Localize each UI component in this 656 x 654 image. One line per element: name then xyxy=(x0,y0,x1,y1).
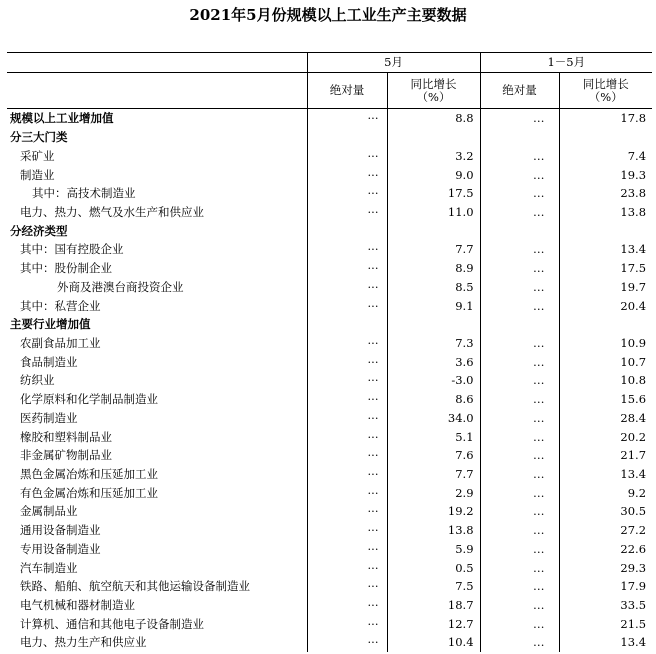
abs-ytd: … xyxy=(480,334,559,353)
abs-may: ··· xyxy=(307,165,387,184)
yoy-ytd: 7.4 xyxy=(559,146,652,165)
abs-may: ··· xyxy=(307,483,387,502)
table-row xyxy=(7,521,652,540)
abs-ytd: … xyxy=(480,277,559,296)
abs-may xyxy=(307,315,387,334)
table-row xyxy=(7,128,652,147)
yoy-may: 7.7 xyxy=(387,465,480,484)
header-row-columns xyxy=(7,73,652,109)
abs-may: ··· xyxy=(307,558,387,577)
row-name: 外商及港澳台商投资企业 xyxy=(57,279,184,294)
page-title: 2021年5月份规模以上工业生产主要数据 xyxy=(189,6,467,24)
abs-ytd: … xyxy=(480,109,559,128)
header-yoy-may xyxy=(387,73,480,109)
row-name: 纺织业 xyxy=(20,373,55,388)
header-row-groups xyxy=(7,53,652,73)
row-name: 其中：股份制企业 xyxy=(20,261,112,276)
row-name: 电力、热力、燃气及水生产和供应业 xyxy=(20,204,204,219)
abs-may: ··· xyxy=(307,633,387,652)
abs-ytd xyxy=(480,315,559,334)
yoy-ytd: 15.6 xyxy=(559,390,652,409)
abs-ytd: … xyxy=(480,184,559,203)
yoy-may xyxy=(387,128,480,147)
yoy-ytd: 21.5 xyxy=(559,614,652,633)
row-name: 规模以上工业增加值 xyxy=(10,111,114,126)
row-name: 化学原料和化学制品制造业 xyxy=(20,392,158,407)
table-row xyxy=(7,633,652,652)
abs-ytd: … xyxy=(480,165,559,184)
row-name: 农副食品加工业 xyxy=(20,335,101,350)
yoy-ytd: 17.9 xyxy=(559,577,652,596)
table-row xyxy=(7,352,652,371)
abs-may: ··· xyxy=(307,277,387,296)
yoy-may: 7.3 xyxy=(387,334,480,353)
table-row xyxy=(7,446,652,465)
abs-may: ··· xyxy=(307,614,387,633)
data-table xyxy=(7,52,652,652)
yoy-may: 0.5 xyxy=(387,558,480,577)
row-name: 有色金属冶炼和压延加工业 xyxy=(20,485,158,500)
table-row xyxy=(7,184,652,203)
abs-may: ··· xyxy=(307,577,387,596)
table-row xyxy=(7,596,652,615)
yoy-may: 12.7 xyxy=(387,614,480,633)
abs-may: ··· xyxy=(307,203,387,222)
row-name: 通用设备制造业 xyxy=(20,523,101,538)
abs-ytd: … xyxy=(480,483,559,502)
table-row xyxy=(7,614,652,633)
abs-ytd: … xyxy=(480,521,559,540)
abs-may: ··· xyxy=(307,146,387,165)
yoy-may: 13.8 xyxy=(387,521,480,540)
abs-ytd: … xyxy=(480,558,559,577)
header-group-may: 5月 xyxy=(307,53,480,73)
abs-may: ··· xyxy=(307,409,387,428)
yoy-may: 7.5 xyxy=(387,577,480,596)
yoy-ytd: 13.4 xyxy=(559,465,652,484)
yoy-may: 3.2 xyxy=(387,146,480,165)
yoy-ytd: 13.4 xyxy=(559,633,652,652)
abs-ytd: … xyxy=(480,390,559,409)
yoy-may: 8.9 xyxy=(387,259,480,278)
table-row xyxy=(7,465,652,484)
header-abs-may: 绝对量 xyxy=(307,73,387,109)
yoy-ytd: 19.7 xyxy=(559,277,652,296)
yoy-ytd: 10.8 xyxy=(559,371,652,390)
abs-ytd: … xyxy=(480,633,559,652)
table-row xyxy=(7,409,652,428)
yoy-may: 9.1 xyxy=(387,296,480,315)
abs-ytd: … xyxy=(480,296,559,315)
abs-ytd: … xyxy=(480,240,559,259)
abs-may: ··· xyxy=(307,521,387,540)
abs-may: ··· xyxy=(307,390,387,409)
row-name: 制造业 xyxy=(20,167,55,182)
header-yoy-ytd-line1: 同比增长 xyxy=(582,76,629,91)
yoy-may xyxy=(387,221,480,240)
row-name: 计算机、通信和其他电子设备制造业 xyxy=(20,616,204,631)
table-row xyxy=(7,146,652,165)
yoy-may: 17.5 xyxy=(387,184,480,203)
row-name: 电气机械和器材制造业 xyxy=(20,598,135,613)
row-name: 非金属矿物制品业 xyxy=(20,448,112,463)
yoy-may: 8.6 xyxy=(387,390,480,409)
yoy-may: 11.0 xyxy=(387,203,480,222)
yoy-ytd xyxy=(559,128,652,147)
yoy-ytd: 22.6 xyxy=(559,540,652,559)
abs-may: ··· xyxy=(307,334,387,353)
abs-ytd xyxy=(480,128,559,147)
abs-ytd: … xyxy=(480,614,559,633)
table-row xyxy=(7,240,652,259)
row-name: 医药制造业 xyxy=(20,410,78,425)
table-row xyxy=(7,427,652,446)
yoy-may: 19.2 xyxy=(387,502,480,521)
table-row xyxy=(7,296,652,315)
yoy-ytd xyxy=(559,221,652,240)
table-row xyxy=(7,221,652,240)
yoy-ytd: 19.3 xyxy=(559,165,652,184)
abs-may xyxy=(307,128,387,147)
yoy-may: 9.0 xyxy=(387,165,480,184)
abs-ytd: … xyxy=(480,502,559,521)
row-name: 汽车制造业 xyxy=(20,560,78,575)
table-row xyxy=(7,558,652,577)
abs-may: ··· xyxy=(307,596,387,615)
table-row xyxy=(7,277,652,296)
abs-may: ··· xyxy=(307,109,387,128)
yoy-ytd xyxy=(559,315,652,334)
abs-ytd: … xyxy=(480,146,559,165)
yoy-ytd: 9.2 xyxy=(559,483,652,502)
yoy-may: 3.6 xyxy=(387,352,480,371)
abs-ytd: … xyxy=(480,465,559,484)
header-blank xyxy=(7,53,307,73)
header-yoy-may-line2: （%） xyxy=(416,89,451,104)
yoy-may: 18.7 xyxy=(387,596,480,615)
yoy-may: 5.1 xyxy=(387,427,480,446)
table-row xyxy=(7,334,652,353)
row-name: 分三大门类 xyxy=(10,130,68,145)
abs-ytd: … xyxy=(480,427,559,446)
abs-may: ··· xyxy=(307,352,387,371)
yoy-ytd: 20.2 xyxy=(559,427,652,446)
table-row xyxy=(7,259,652,278)
yoy-ytd: 23.8 xyxy=(559,184,652,203)
yoy-ytd: 21.7 xyxy=(559,446,652,465)
yoy-ytd: 10.7 xyxy=(559,352,652,371)
row-name: 采矿业 xyxy=(20,148,55,163)
table-row xyxy=(7,577,652,596)
header-group-jan-may: 1－5月 xyxy=(480,53,652,73)
row-name: 黑色金属冶炼和压延加工业 xyxy=(20,467,158,482)
yoy-may: 8.8 xyxy=(387,109,480,128)
yoy-ytd: 13.8 xyxy=(559,203,652,222)
yoy-may: 7.7 xyxy=(387,240,480,259)
table-row xyxy=(7,109,652,128)
abs-may: ··· xyxy=(307,296,387,315)
row-name: 其中：国有控股企业 xyxy=(20,242,124,257)
yoy-may xyxy=(387,315,480,334)
abs-ytd: … xyxy=(480,203,559,222)
header-blank-2 xyxy=(7,73,307,109)
abs-may: ··· xyxy=(307,540,387,559)
yoy-may: 7.6 xyxy=(387,446,480,465)
abs-ytd: … xyxy=(480,371,559,390)
abs-may: ··· xyxy=(307,371,387,390)
abs-ytd: … xyxy=(480,577,559,596)
abs-may: ··· xyxy=(307,465,387,484)
yoy-ytd: 13.4 xyxy=(559,240,652,259)
abs-ytd: … xyxy=(480,596,559,615)
yoy-ytd: 17.8 xyxy=(559,109,652,128)
table-row xyxy=(7,483,652,502)
abs-may: ··· xyxy=(307,259,387,278)
row-name: 其中：私营企业 xyxy=(20,298,101,313)
abs-ytd: … xyxy=(480,409,559,428)
yoy-may: 10.4 xyxy=(387,633,480,652)
row-name: 食品制造业 xyxy=(20,354,78,369)
yoy-ytd: 10.9 xyxy=(559,334,652,353)
table-row xyxy=(7,371,652,390)
abs-may xyxy=(307,221,387,240)
header-yoy-ytd xyxy=(559,73,652,109)
row-name: 金属制品业 xyxy=(20,504,78,519)
table-row xyxy=(7,540,652,559)
abs-may: ··· xyxy=(307,427,387,446)
abs-ytd: … xyxy=(480,540,559,559)
table-row xyxy=(7,165,652,184)
abs-ytd: … xyxy=(480,446,559,465)
table-row xyxy=(7,203,652,222)
yoy-ytd: 29.3 xyxy=(559,558,652,577)
yoy-may: 34.0 xyxy=(387,409,480,428)
row-name: 电力、热力生产和供应业 xyxy=(20,635,147,650)
yoy-may: -3.0 xyxy=(387,371,480,390)
abs-ytd: … xyxy=(480,352,559,371)
header-abs-ytd: 绝对量 xyxy=(480,73,559,109)
row-name: 橡胶和塑料制品业 xyxy=(20,429,112,444)
row-name: 专用设备制造业 xyxy=(20,541,101,556)
abs-ytd: … xyxy=(480,259,559,278)
abs-may: ··· xyxy=(307,184,387,203)
table-row xyxy=(7,502,652,521)
yoy-ytd: 33.5 xyxy=(559,596,652,615)
abs-may: ··· xyxy=(307,240,387,259)
yoy-ytd: 17.5 xyxy=(559,259,652,278)
yoy-ytd: 30.5 xyxy=(559,502,652,521)
yoy-ytd: 27.2 xyxy=(559,521,652,540)
table-row xyxy=(7,315,652,334)
row-name: 主要行业增加值 xyxy=(10,317,91,332)
header-yoy-ytd-line2: （%） xyxy=(588,89,623,104)
yoy-ytd: 20.4 xyxy=(559,296,652,315)
abs-ytd xyxy=(480,221,559,240)
yoy-may: 2.9 xyxy=(387,483,480,502)
row-name: 分经济类型 xyxy=(10,223,68,238)
yoy-may: 5.9 xyxy=(387,540,480,559)
header-yoy-may-line1: 同比增长 xyxy=(410,76,457,91)
table-row xyxy=(7,390,652,409)
abs-may: ··· xyxy=(307,502,387,521)
abs-may: ··· xyxy=(307,446,387,465)
row-name: 其中：高技术制造业 xyxy=(32,186,136,201)
yoy-may: 8.5 xyxy=(387,277,480,296)
row-name: 铁路、船舶、航空航天和其他运输设备制造业 xyxy=(20,579,250,594)
yoy-ytd: 28.4 xyxy=(559,409,652,428)
